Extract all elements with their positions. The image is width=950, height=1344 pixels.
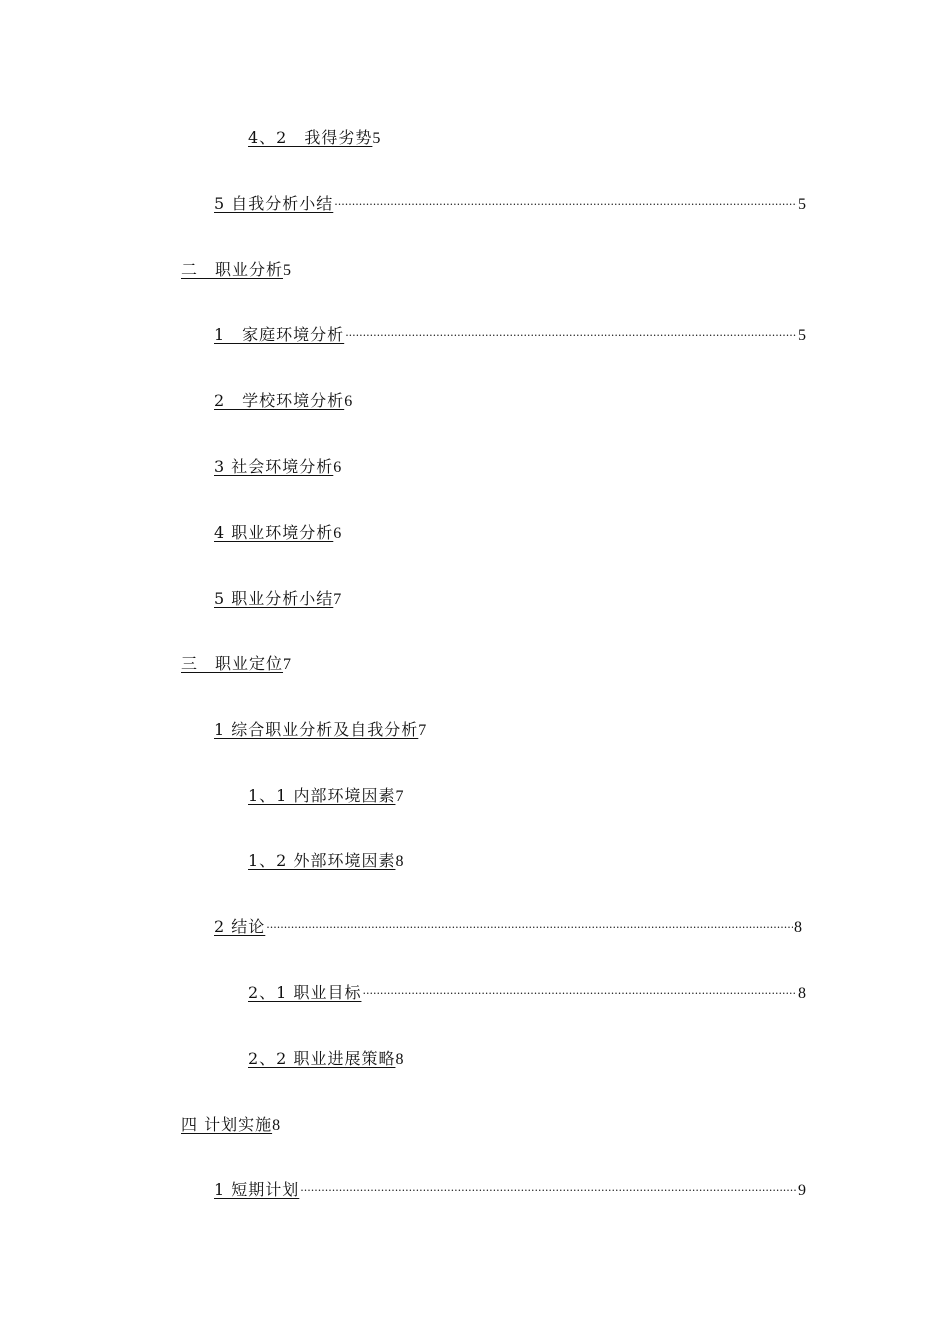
- toc-entry-3-career-positioning[interactable]: [181, 654, 291, 675]
- toc-entry-label: 3 社会环境分析: [214, 457, 334, 476]
- toc-entry-label: 2、1 职业目标: [248, 983, 362, 1002]
- toc-dot-leader: [266, 919, 793, 931]
- toc-entry-label: 四 计划实施: [181, 1115, 273, 1134]
- toc-entry-label: 1 短期计划: [214, 1180, 300, 1199]
- toc-entry-label: 5 自我分析小结: [214, 194, 334, 213]
- toc-dot-leader: [345, 327, 797, 339]
- toc-entry-1-combined-analysis[interactable]: [214, 720, 426, 741]
- toc-entry-1-1-internal-factors[interactable]: [248, 786, 403, 807]
- toc-entry-label: 1 家庭环境分析: [214, 325, 345, 344]
- toc-entry-page: 5: [283, 262, 292, 279]
- toc-entry-label: 4、2 我得劣势: [248, 128, 373, 147]
- toc-entry-page: 5: [798, 327, 806, 344]
- toc-entry-label: 1、1 内部环境因素: [248, 786, 396, 805]
- toc-entry-4-career-environment[interactable]: [214, 523, 341, 544]
- toc-entry-label: 2 学校环境分析: [214, 391, 345, 410]
- toc-entry-2-2-career-strategy[interactable]: [248, 1049, 403, 1070]
- toc-entry-2-1-career-goal[interactable]: [248, 983, 806, 1004]
- toc-entry-page: 7: [395, 788, 404, 805]
- toc-entry-label: 二 职业分析: [181, 260, 284, 279]
- toc-entry-page: 7: [333, 591, 342, 608]
- toc-entry-page: 8: [798, 985, 806, 1002]
- toc-entry-4-2-weaknesses[interactable]: [248, 128, 380, 149]
- toc-entry-2-school-environment[interactable]: [214, 391, 352, 412]
- toc-entry-label: 1 综合职业分析及自我分析: [214, 720, 419, 739]
- toc-entry-page: 7: [283, 656, 292, 673]
- toc-entry-label: 三 职业定位: [181, 654, 284, 673]
- toc-entry-3-social-environment[interactable]: [214, 457, 341, 478]
- toc-entry-label: 1、2 外部环境因素: [248, 851, 396, 870]
- toc-entry-5-self-analysis-summary[interactable]: [214, 194, 806, 215]
- toc-entry-page: 8: [395, 853, 404, 870]
- toc-entry-page: 6: [333, 525, 342, 542]
- toc-entry-1-family-environment[interactable]: [214, 325, 806, 346]
- toc-entry-4-plan-implementation[interactable]: [181, 1115, 280, 1136]
- toc-entry-label: 2、2 职业进展策略: [248, 1049, 396, 1068]
- toc-entry-label: 2 结论: [214, 917, 266, 936]
- toc-entry-page: 5: [798, 196, 806, 213]
- toc-entry-1-2-external-factors[interactable]: [248, 851, 403, 872]
- toc-dot-leader: [300, 1182, 797, 1194]
- toc-entry-2-career-analysis[interactable]: [181, 260, 291, 281]
- toc-entry-page: 8: [794, 919, 802, 936]
- toc-entry-page: 8: [395, 1051, 404, 1068]
- toc-entry-page: 9: [798, 1182, 806, 1199]
- toc-entry-page: 6: [344, 393, 353, 410]
- toc-entry-label: 4 职业环境分析: [214, 523, 334, 542]
- toc-entry-page: 8: [272, 1117, 281, 1134]
- toc-dot-leader: [362, 985, 797, 997]
- toc-entry-5-career-analysis-summary[interactable]: [214, 589, 341, 610]
- toc-entry-page: 7: [418, 722, 427, 739]
- toc-entry-1-short-term-plan[interactable]: [214, 1180, 806, 1201]
- toc-entry-2-conclusion[interactable]: [214, 917, 802, 938]
- toc-dot-leader: [334, 196, 797, 208]
- toc-entry-page: 5: [372, 130, 381, 147]
- toc-entry-label: 5 职业分析小结: [214, 589, 334, 608]
- toc-entry-page: 6: [333, 459, 342, 476]
